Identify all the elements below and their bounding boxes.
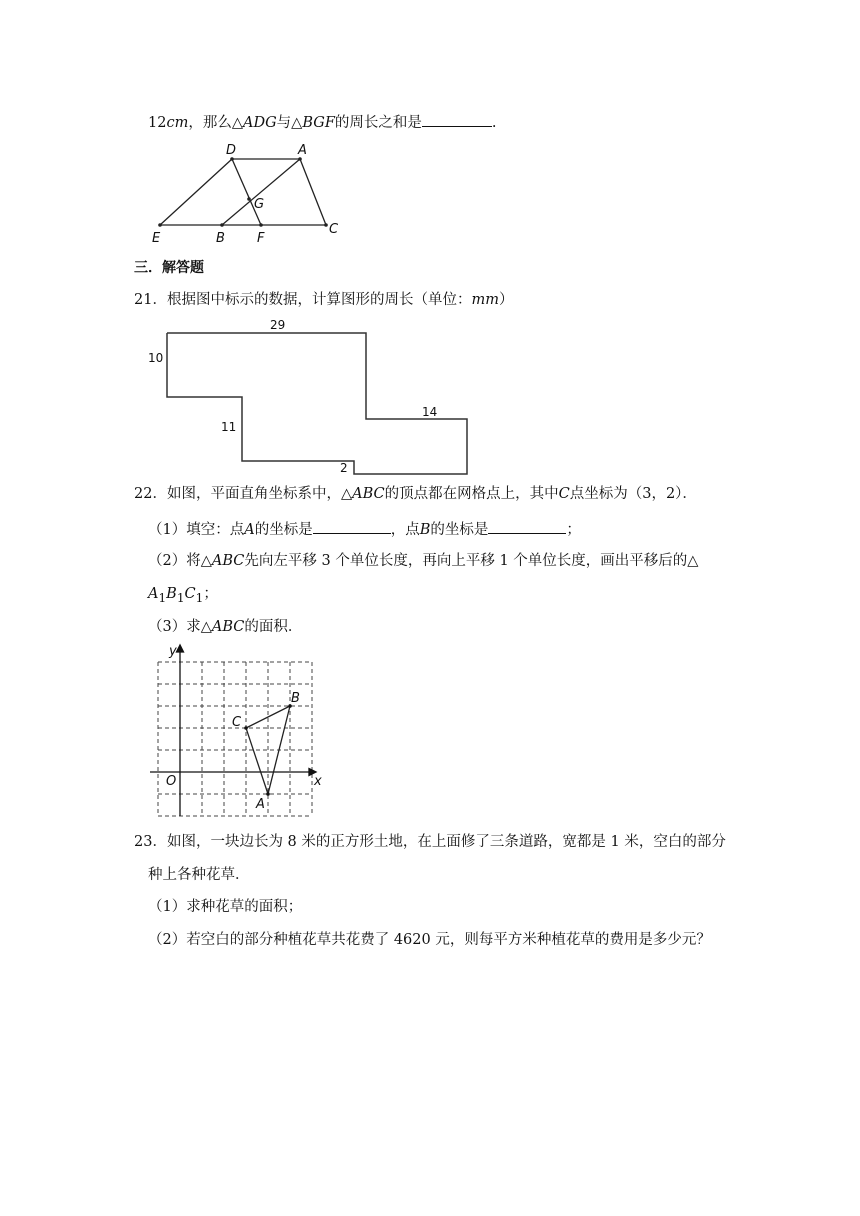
label-e: E	[152, 231, 161, 246]
label-c: C	[329, 222, 339, 237]
label-g: G	[254, 197, 265, 212]
dim-left-10: 10	[148, 351, 164, 365]
q20-text-line	[148, 112, 497, 133]
section-3-title: 三．解答题	[134, 260, 204, 276]
q22-text-c: 的顶点都在网格点上，其中	[384, 486, 559, 502]
label-d: D	[226, 143, 237, 158]
q23-part-2: （2）若空白的部分种植花草共花费了 4620 元，则每平方米种植花草的费用是多少元？	[148, 932, 711, 948]
point-c	[324, 223, 328, 227]
q22-coordinate-grid	[148, 642, 328, 822]
line-ba	[222, 159, 300, 225]
point-f	[259, 223, 263, 227]
q22-part-3	[148, 617, 302, 637]
q21-text-end: ）	[498, 292, 514, 308]
q23-part-1: （1）求种花草的面积；	[148, 899, 303, 915]
q20-period: .	[491, 115, 497, 131]
q22-triangle: ABC	[352, 486, 385, 502]
line-df	[232, 159, 261, 225]
q22-p2-end: ；	[203, 586, 218, 602]
q22-p1-text-g: ；	[566, 522, 581, 538]
q22-answer-b-blank[interactable]	[488, 519, 566, 534]
q22-answer-a-blank[interactable]	[313, 519, 391, 534]
q22-p2-text-c: 先向左平移 3 个单位长度，再向上平移 1 个单位长度，画出平移后的△	[244, 553, 699, 569]
q22-p1-text-c: 的坐标是	[254, 522, 313, 538]
q22-p2-sub1: 1	[158, 590, 167, 605]
q22-p2-c1: C	[184, 586, 196, 602]
q22-point-c: C	[558, 486, 570, 502]
q22-p2-sub2: 1	[176, 590, 185, 605]
q22-p2-text-a: （2）将△	[148, 553, 212, 569]
q22-part-2	[148, 551, 698, 571]
q20-triangle-1: ADG	[242, 115, 277, 131]
q20-text-1: ，那么△	[188, 115, 243, 131]
q22-p1-text-f: 的坐标是	[430, 522, 489, 538]
q21-text: 21．根据图中标示的数据，计算图形的周长（单位：	[134, 292, 472, 308]
q21-polygon	[167, 333, 467, 474]
q22-p2-a1: A	[148, 586, 159, 602]
q22-p3-text-a: （3）求△	[148, 619, 212, 635]
q20-text-2: 与△	[276, 115, 303, 131]
grid-lines	[158, 662, 312, 816]
q22-part-1	[148, 519, 581, 540]
q20-triangle-2: BGF	[302, 115, 335, 131]
point-b	[220, 223, 224, 227]
q22-p2-b1: B	[166, 586, 177, 602]
q22-p1-point-a: A	[244, 522, 255, 538]
q22-p3-triangle: ABC	[211, 619, 245, 635]
q22-text-e: 点坐标为（3，2）．	[569, 486, 697, 502]
q21-figure	[145, 318, 475, 478]
line-ed	[160, 159, 232, 225]
q22-p2-sub3: 1	[195, 590, 204, 605]
label-b: B	[216, 231, 225, 246]
label-a: A	[256, 797, 265, 812]
q22-line-1	[134, 484, 697, 504]
label-a: A	[298, 143, 307, 158]
q21-unit: mm	[471, 292, 499, 308]
point-e	[158, 223, 162, 227]
q22-p3-text-c: 的面积．	[244, 619, 303, 635]
label-c: C	[232, 715, 242, 730]
q22-p1-text-a: （1）填空：点	[148, 522, 245, 538]
q21-question	[134, 290, 513, 310]
q23-line-2: 种上各种花草．	[148, 867, 250, 883]
vertex-a	[266, 792, 270, 796]
dim-right-14: 14	[422, 405, 438, 419]
q22-p2-triangle: ABC	[211, 553, 245, 569]
point-g	[247, 197, 251, 201]
label-b: B	[291, 691, 300, 706]
label-f: F	[257, 231, 265, 246]
q20-unit: cm	[166, 115, 189, 131]
q22-p1-point-b: B	[419, 522, 431, 538]
q23-line-1: 23．如图，一块边长为 8 米的正方形土地，在上面修了三条道路，宽都是 1 米，空白的部分	[134, 834, 726, 850]
line-ac	[300, 159, 326, 225]
vertex-c	[244, 726, 248, 730]
q22-p1-text-d: ，点	[390, 522, 420, 538]
dim-bottom-2: 2	[340, 461, 348, 475]
q20-number: 12	[148, 115, 167, 131]
dim-top-29: 29	[270, 318, 286, 332]
label-y: y	[169, 644, 177, 659]
q22-text-a: 22．如图，平面直角坐标系中，△	[134, 486, 353, 502]
q20-figure	[148, 138, 348, 248]
q20-text-3: 的周长之和是	[334, 115, 422, 131]
q20-answer-blank[interactable]	[422, 112, 492, 127]
dim-mid-11: 11	[221, 420, 237, 434]
label-x: x	[314, 774, 322, 789]
y-axis-arrow-icon	[177, 645, 184, 652]
q22-part-2-cont	[148, 584, 218, 608]
label-origin: O	[166, 774, 177, 789]
